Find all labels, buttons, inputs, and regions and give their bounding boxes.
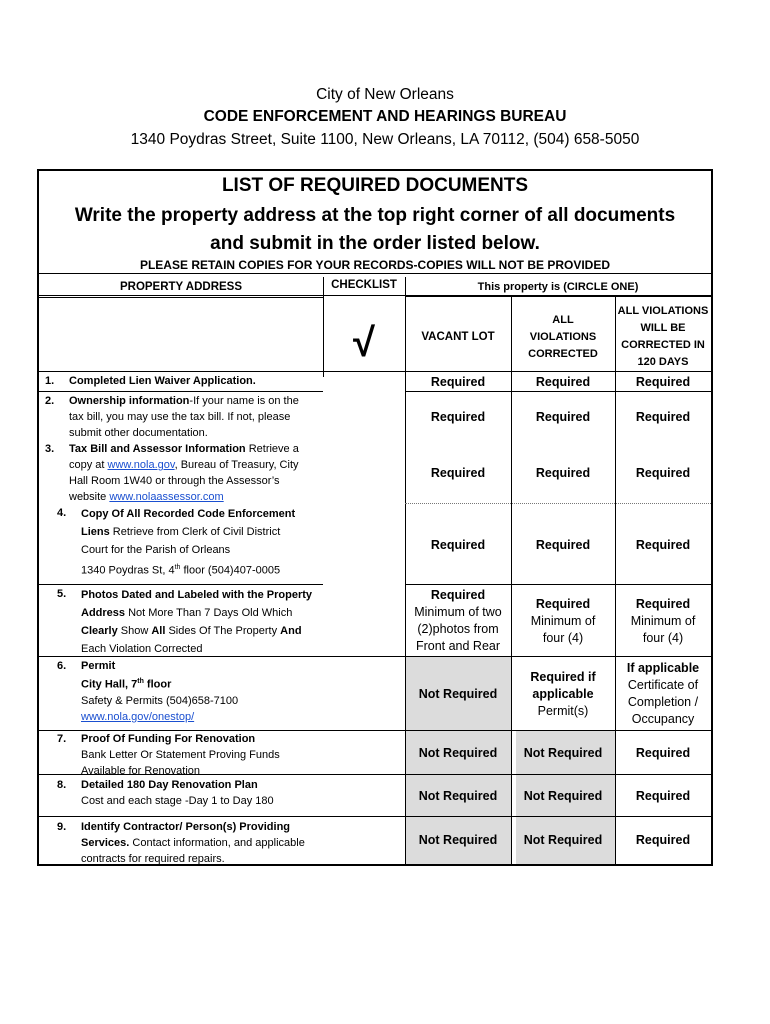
req-vacant: Not Required	[418, 745, 498, 760]
item-photos: Photos Dated and Labeled with the Property Address Not More Than 7 Days Old Which Clearly Show All Sides Of The Property And Each Violation Corrected	[81, 589, 313, 655]
req-corrected: Required	[535, 409, 591, 424]
req-corrected: Not Required	[523, 788, 603, 803]
item-code-liens: Copy Of All Recorded Code Enforcement Liens Retrieve from Clerk of Civil District Court for the Parish of Orleans 1340 Poydras St, 4th floor (504)407-0005	[81, 508, 296, 577]
item-contractor: Identify Contractor/ Person(s) Providing Services. Contact information, and applicable contracts for required repairs.	[81, 821, 305, 865]
req-120-days: Required	[635, 409, 691, 424]
item-funding: Proof Of Funding For Renovation Bank Letter Or Statement Proving Funds Available for Renovation	[81, 733, 280, 777]
item-number: 5.	[57, 588, 67, 600]
option-corrected-in-120-days[interactable]: ALL VIOLATIONS WILL BE CORRECTED IN 120 DAYS	[617, 305, 709, 368]
req-vacant: Not Required	[418, 833, 498, 847]
documents-form	[37, 169, 713, 866]
retain-notice: PLEASE RETAIN COPIES FOR YOUR RECORDS-COPIES WILL NOT BE PROVIDED	[139, 258, 611, 272]
item-number: 4.	[57, 507, 67, 519]
req-corrected: Required	[535, 537, 591, 552]
nolaassessor-link[interactable]: www.nolaassessor.com	[109, 491, 224, 503]
req-vacant: Required Minimum of two (2)photos from Front and Rear	[414, 588, 502, 653]
nola-gov-link[interactable]: www.nola.gov	[107, 459, 175, 471]
circle-one-header: This property is (CIRCLE ONE)	[477, 281, 639, 293]
req-120-days: Required	[635, 745, 691, 760]
req-vacant: Required	[430, 374, 486, 389]
req-corrected: Required	[535, 374, 591, 389]
req-120-days: Required	[635, 833, 691, 847]
req-vacant: Not Required	[418, 686, 498, 701]
item-number: 2.	[45, 395, 55, 407]
req-vacant: Required	[430, 409, 486, 424]
req-vacant: Required	[430, 537, 486, 552]
req-vacant: Not Required	[418, 788, 498, 803]
req-120-days: Required	[635, 465, 691, 480]
req-120-days: Required	[635, 537, 691, 552]
req-corrected: Not Required	[523, 745, 603, 760]
form-subtitle	[39, 202, 711, 258]
req-corrected: Required if applicable Permit(s)	[530, 669, 596, 718]
req-120-days: Required	[635, 374, 691, 389]
property-address-input[interactable]	[41, 301, 321, 375]
item-permit: Permit City Hall, 7th floor Safety & Permits (504)658-7100 www.nola.gov/onestop/	[81, 660, 239, 723]
property-address-header: PROPERTY ADDRESS	[119, 281, 243, 293]
item-number: 9.	[57, 821, 67, 833]
subtitle-line-2: and submit in the order listed below.	[210, 233, 540, 254]
item-renovation-plan: Detailed 180 Day Renovation Plan Cost and each stage -Day 1 to Day 180	[81, 779, 274, 807]
item-number: 7.	[57, 733, 67, 745]
header-address: 1340 Poydras Street, Suite 1100, New Orleans, LA 70112, (504) 658-5050	[130, 131, 640, 148]
item-title: Completed Lien Waiver Application.	[69, 375, 256, 387]
item-tax-bill: Tax Bill and Assessor Information Retrieve a copy at www.nola.gov, Bureau of Treasury, City Hall Room 1W40 or through the Assessor’s website www.nolaassessor.com	[69, 443, 299, 503]
req-corrected: Not Required	[523, 833, 603, 847]
header-city: City of New Orleans	[316, 86, 454, 103]
item-number: 1.	[45, 375, 55, 387]
header-bureau: CODE ENFORCEMENT AND HEARINGS BUREAU	[203, 108, 567, 125]
req-120-days: If applicable Certificate of Completion / Occupancy	[626, 661, 700, 726]
form-title: LIST OF REQUIRED DOCUMENTS	[221, 175, 529, 196]
req-120-days: Required	[635, 788, 691, 803]
check-icon: √	[353, 321, 375, 365]
item-number: 8.	[57, 779, 67, 791]
req-vacant: Required	[430, 465, 486, 480]
option-vacant-lot[interactable]: VACANT LOT	[421, 330, 495, 343]
item-number: 3.	[45, 443, 55, 455]
req-corrected: Required	[535, 465, 591, 480]
option-all-violations-corrected[interactable]: ALL VIOLATIONS CORRECTED	[528, 313, 598, 360]
item-number: 6.	[57, 660, 67, 672]
item-ownership: Ownership information-If your name is on the tax bill, you may use the tax bill. If not, please submit other documentation.	[69, 395, 299, 439]
nola-onestop-link[interactable]: www.nola.gov/onestop/	[81, 710, 195, 723]
subtitle-line-1: Write the property address at the top right corner of all documents	[74, 205, 676, 226]
checklist-header: CHECKLIST	[331, 279, 397, 291]
req-120-days: Required Minimum of four (4)	[630, 596, 696, 645]
req-corrected: Required Minimum of four (4)	[530, 596, 596, 645]
